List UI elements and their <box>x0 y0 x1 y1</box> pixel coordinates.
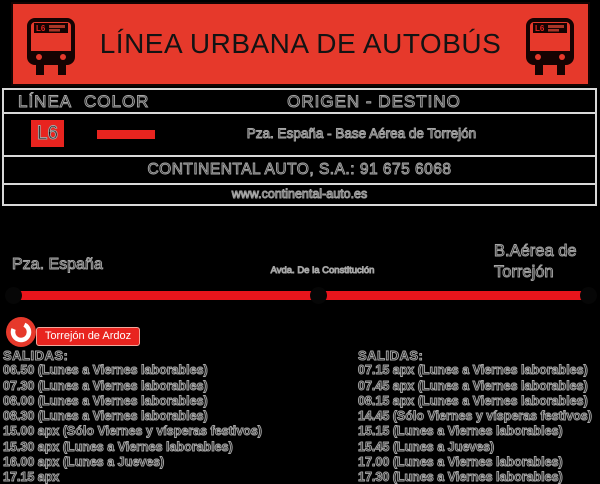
route-stop-dot <box>580 287 597 304</box>
line-badge: L6 <box>31 120 64 147</box>
route-stop-dot <box>310 287 327 304</box>
departure-item: 08.30 (Lunes a Viernes laborables) <box>3 409 208 424</box>
departure-item: 14.45 (Sólo Viernes y vísperas festivos) <box>358 409 592 424</box>
departure-item: 15.30 apx (Lunes a Viernes laborables) <box>3 439 233 454</box>
departures-list <box>358 363 600 484</box>
column-header-linea: LÍNEA <box>18 92 73 111</box>
departures-origin-column <box>3 348 353 484</box>
departures-destination-column <box>358 348 600 484</box>
origin-destination-text: Pza. España - Base Aérea de Torrejón <box>246 126 477 141</box>
departure-item: 15.00 apx (Sólo Viernes y vísperas festivos) <box>3 424 262 439</box>
departure-item: 15.15 (Lunes a Viernes laborables) <box>358 424 563 439</box>
departure-item: 16.00 apx (Lunes a Jueves) <box>3 455 165 470</box>
departure-item: 08.15 apx (Lunes a Viernes laborables) <box>358 393 588 408</box>
torrejon-de-ardoz-logo-icon <box>5 316 37 348</box>
column-header-color: COLOR <box>84 92 150 111</box>
route-stop-label-origin: Pza. España <box>12 256 103 273</box>
operator-row <box>4 155 595 183</box>
column-header-origen-destino: ORIGEN - DESTINO <box>287 92 461 111</box>
bus-sign-label: L6 <box>535 24 545 33</box>
departure-item: 17.00 (Lunes a Viernes laborables) <box>358 455 563 470</box>
operator-contact-text: CONTINENTAL AUTO, S.A.: 91 675 6068 <box>147 161 452 178</box>
bus-sign-label: L6 <box>36 24 46 33</box>
departure-item: 17.15 apx <box>3 470 60 484</box>
departure-item: 08.00 (Lunes a Viernes laborables) <box>3 393 208 408</box>
departure-item: 07.30 (Lunes a Viernes laborables) <box>3 378 208 393</box>
bus-icon <box>25 13 77 77</box>
departure-item: 06.50 (Lunes a Viernes laborables) <box>3 363 208 378</box>
municipality-badge: Torrejón de Ardoz <box>36 327 140 346</box>
page-title: LÍNEA URBANA DE AUTOBÚS <box>99 28 502 59</box>
banner <box>11 2 590 86</box>
departures-heading: SALIDAS: <box>3 348 69 363</box>
bus-icon <box>524 13 576 77</box>
website-link[interactable]: www.continental-auto.es <box>231 187 368 201</box>
departure-item: 07.45 apx (Lunes a Viernes laborables) <box>358 378 588 393</box>
line-row <box>4 112 595 155</box>
route-stop-label-middle: Avda. De la Constitución <box>270 265 375 276</box>
route-stop-dot <box>5 287 22 304</box>
departures-list <box>3 363 353 484</box>
departure-item: 07.15 apx (Lunes a Viernes laborables) <box>358 363 588 378</box>
table-header-row <box>4 90 595 112</box>
departure-item: 15.45 (Lunes a Jueves) <box>358 439 495 454</box>
departures-heading: SALIDAS: <box>358 348 424 363</box>
line-info-table <box>2 88 597 206</box>
website-row <box>4 183 595 204</box>
route-line <box>11 291 592 300</box>
departure-item: 17.30 (Lunes a Viernes laborables) <box>358 470 563 484</box>
line-color-swatch <box>97 130 155 139</box>
route-stop-label-destination: B.Aérea de Torrejón <box>494 242 577 281</box>
